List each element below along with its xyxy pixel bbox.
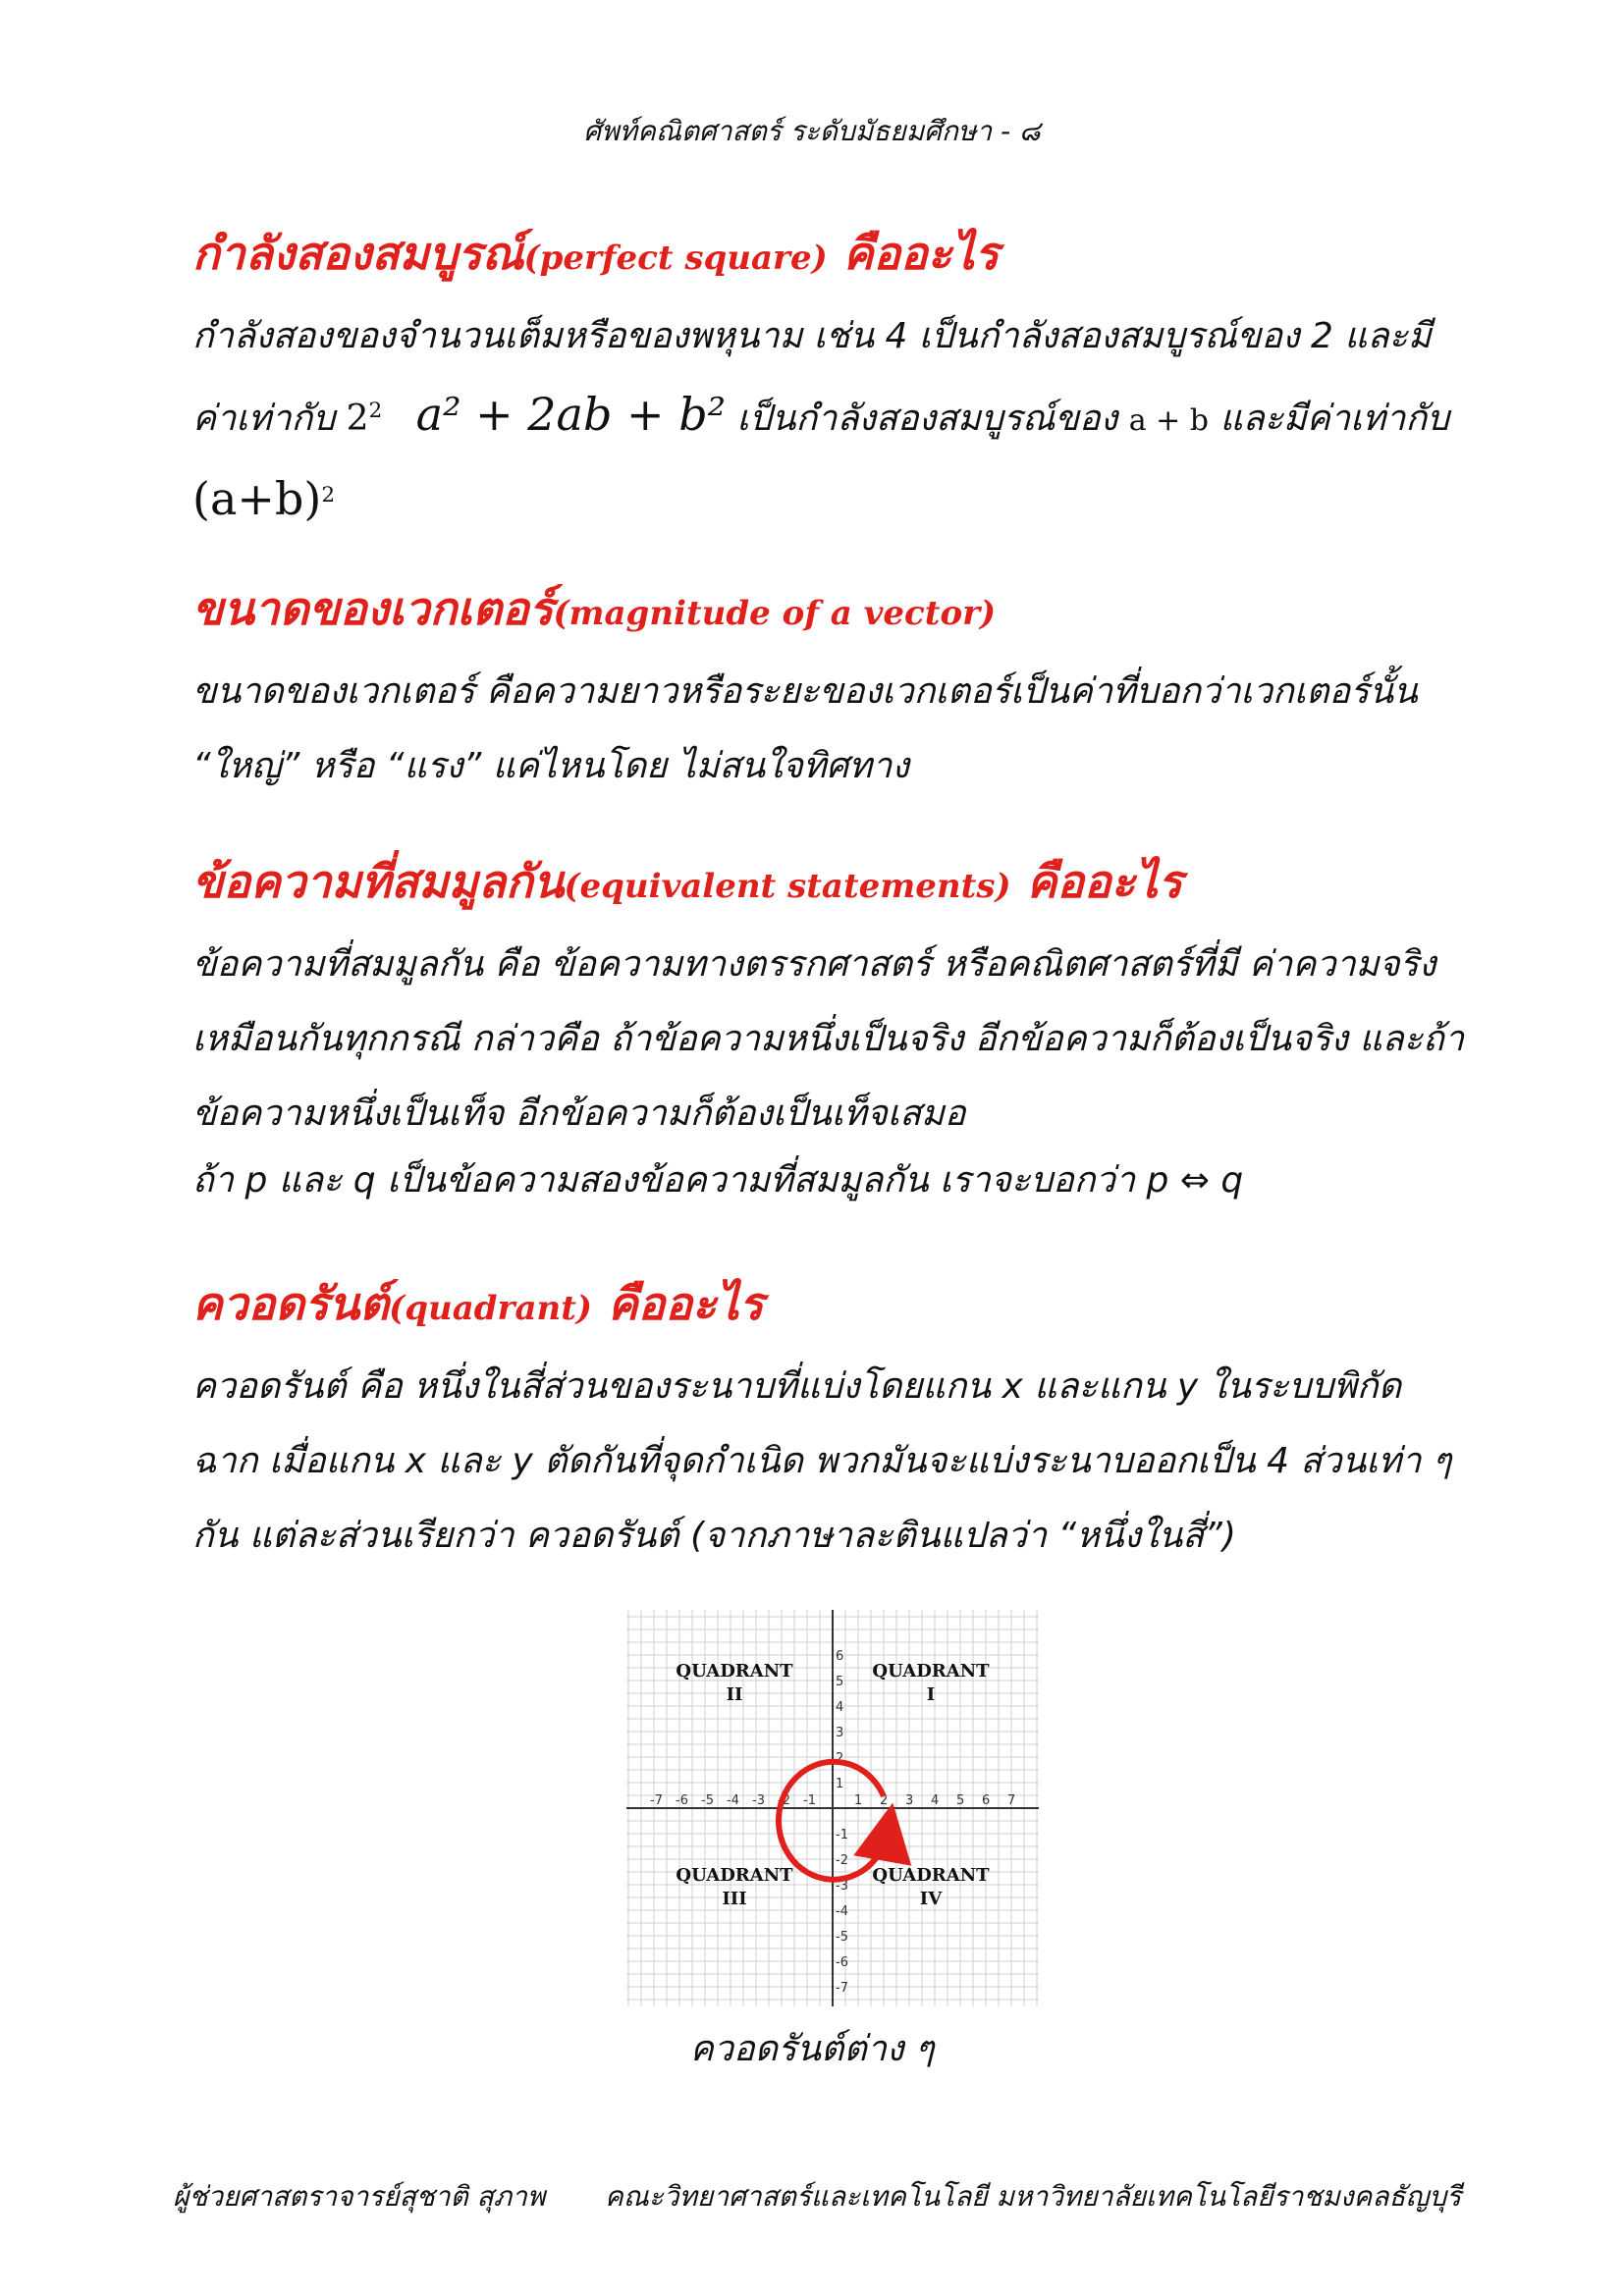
x-tick-label: -3 [752,1793,765,1808]
quadrant-4-word: QUADRANT [872,1865,990,1886]
section-heading: ควอดรันต์(quadrant) คืออะไร [192,1277,764,1330]
y-tick-label: 4 [836,1700,844,1715]
y-tick-label: -3 [836,1879,848,1894]
quadrant-1-word: QUADRANT [872,1661,990,1682]
y-tick-label: -7 [836,1981,848,1996]
x-tick-label: 2 [880,1793,889,1808]
section-body: ขนาดของเวกเตอร์ คือความยาวหรือระยะของเวกเตอร์เป็นค่าที่บอกว่าเวกเตอร์นั้น “ใหญ่” หรือ “แรง” แค่ไหนโดย ไม่สนใจทิศทาง [192,671,1418,786]
x-tick-label: 4 [931,1793,940,1808]
y-tick-label: -5 [836,1930,848,1945]
y-tick-label: -2 [836,1853,848,1868]
y-tick-label: 6 [836,1649,844,1664]
section-quadrant [192,1274,1498,1574]
quadrant-4-numeral: IV [919,1889,943,1909]
x-tick-label: -4 [727,1793,739,1808]
quadrant-1-numeral: I [926,1684,936,1705]
section-magnitude-of-vector [192,579,1498,804]
x-tick-label: -1 [803,1793,816,1808]
y-tick-label: 1 [836,1777,844,1791]
x-tick-label: 5 [956,1793,965,1808]
x-tick-label: -5 [701,1793,714,1808]
y-tick-label: 2 [836,1751,844,1766]
section-body: ข้อความที่สมมูลกัน คือ ข้อความทางตรรกศาสตร์ หรือคณิตศาสตร์ที่มี ค่าความจริง เหมือนกันทุกกรณี กล่าวคือ ถ้าข้อความหนึ่งเป็นจริง อีกข้อความก็ต้องเป็นจริง และถ้า ข้อความหนึ่งเป็นเท็จ อีกข้อความก็ต้องเป็นเท็จเสมอ ถ้า p และ q เป็นข้อความสองข้อความที่สมมูลกัน เราจะบอกว่า p ⇔ q [192,944,1465,1201]
section-heading: กำลังสองสมบูรณ์(perfect square) คืออะไร [192,227,1000,280]
section-heading: ขนาดของเวกเตอร์(magnitude of a vector) [192,582,997,635]
page-header: ศัพท์คณิตศาสตร์ ระดับมัธยมศึกษา - ๘ [583,115,1041,147]
y-tick-label: -6 [836,1955,848,1970]
quadrant-3-numeral: III [722,1889,747,1909]
x-tick-label: 1 [854,1793,863,1808]
x-tick-label: -7 [650,1793,663,1808]
quadrant-2-numeral: II [726,1684,743,1705]
quadrant-figure [626,1610,1039,2006]
section-equivalent-statements [192,852,1498,1210]
y-tick-label: -4 [836,1904,848,1919]
figure-caption: ควอดรันต์ต่าง ๆ [689,2029,935,2069]
quadrant-grid [626,1610,1039,2006]
x-tick-label: 3 [905,1793,914,1808]
section-body: กำลังสองของจำนวนเต็มหรือของพหุนาม เช่น 4 เป็นกำลังสองสมบูรณ์ของ 2 และมี ค่าเท่ากับ $2^2$ a² + 2ab + b² เป็นกำลังสองสมบูรณ์ของ a + b และมีค่าเท่ากับ $(a+b)^2$ [192,316,1449,525]
x-tick-label: 7 [1007,1793,1016,1808]
x-tick-label: -6 [676,1793,688,1808]
x-tick-label: -2 [778,1793,790,1808]
section-perfect-square [192,224,1498,541]
section-heading: ข้อความที่สมมูลกัน(equivalent statements) คืออะไร [192,855,1183,908]
quadrant-2-word: QUADRANT [676,1661,793,1682]
footer-author: ผู้ช่วยศาสตราจารย์สุชาติ สุภาพ [173,2180,546,2213]
y-tick-label: 5 [836,1675,844,1689]
section-body: ควอดรันต์ คือ หนึ่งในสี่ส่วนของระนาบที่แบ่งโดยแกน x และแกน y ในระบบพิกัด ฉาก เมื่อแกน x และ y ตัดกันที่จุดกำเนิด พวกมันจะแบ่งระนาบออกเป็น 4 ส่วนเท่า ๆ กัน แต่ละส่วนเรียกว่า ควอดรันต์ (จากภาษาละตินแปลว่า “หนึ่งในสี่”) [192,1366,1452,1556]
quadrant-3-word: QUADRANT [676,1865,793,1886]
x-tick-label: 6 [982,1793,991,1808]
y-tick-label: -1 [836,1828,848,1842]
footer-affiliation: คณะวิทยาศาสตร์และเทคโนโลยี มหาวิทยาลัยเทคโนโลยีราชมงคลธัญบุรี [605,2180,1462,2213]
y-tick-label: 3 [836,1726,844,1740]
